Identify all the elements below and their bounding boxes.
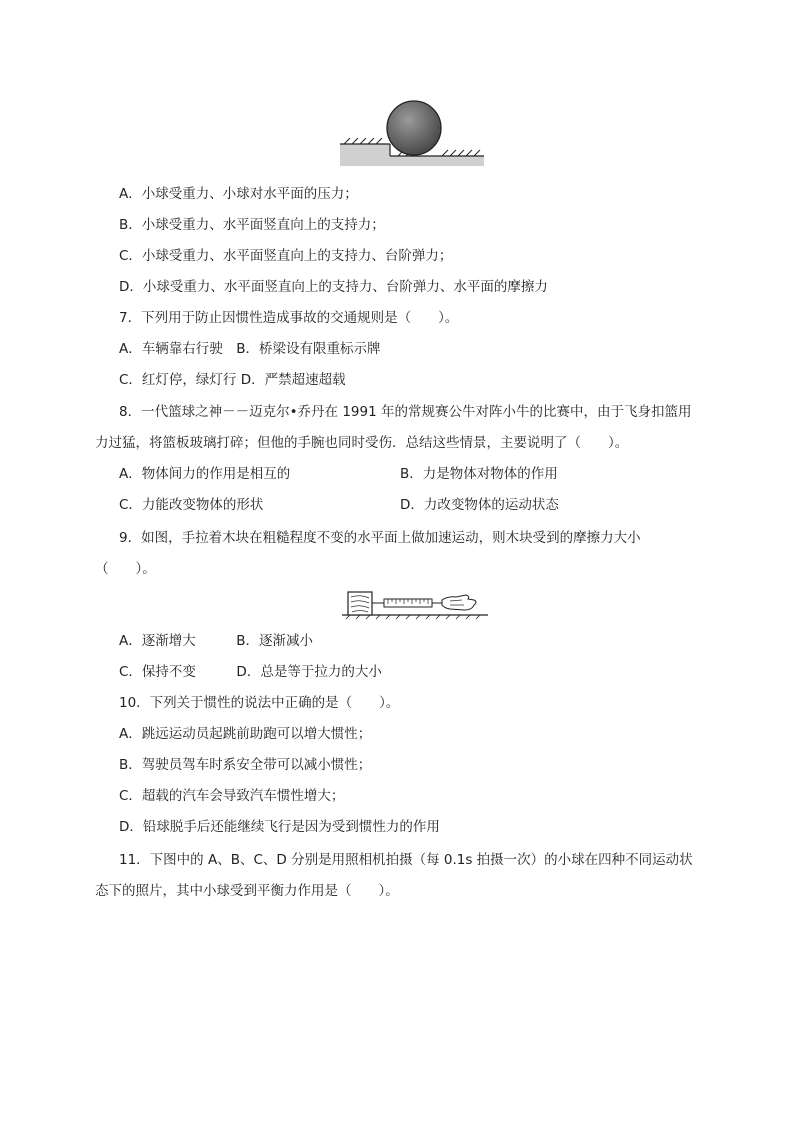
q7-options-row1: A．车辆靠右行驶 B．桥梁设有限重标示牌 (119, 341, 381, 357)
q10-option-c: C．超载的汽车会导致汽车惯性增大； (119, 788, 345, 804)
q8-stem-line2: 力过猛，将篮板玻璃打碎；但他的手腕也同时受伤．总结这些情景，主要说明了（ ）。 (95, 435, 629, 451)
ball-on-step-figure (338, 98, 486, 170)
q8-stem-line1: 8．一代篮球之神－－迈克尔•乔丹在 1991 年的常规赛公牛对阵小牛的比赛中，由于飞身扣篮用 (119, 404, 692, 420)
q6-option-b: B．小球受重力、水平面竖直向上的支持力； (119, 217, 385, 233)
q8-option-a: A．物体间力的作用是相互的 (119, 466, 291, 482)
q8-option-b: B．力是物体对物体的作用 (400, 466, 558, 482)
q9-stem-line1: 9．如图，手拉着木块在粗糙程度不变的水平面上做加速运动，则木块受到的摩擦力大小 (119, 530, 641, 546)
q7-stem: 7．下列用于防止因惯性造成事故的交通规则是（ ）。 (119, 310, 459, 326)
block-spring-scale-figure (340, 588, 490, 622)
q10-option-b: B．驾驶员驾车时系安全带可以减小惯性； (119, 757, 372, 773)
q6-option-d: D．小球受重力、水平面竖直向上的支持力、台阶弹力、水平面的摩擦力 (119, 279, 548, 295)
q6-option-a: A．小球受重力、小球对水平面的压力； (119, 186, 358, 202)
q8-option-d: D．力改变物体的运动状态 (400, 497, 559, 513)
q11-stem-line1: 11．下图中的 A、B、C、D 分别是用照相机拍摄（每 0.1s 拍摄一次）的小球在四种不同运动状 (119, 852, 693, 868)
q11-stem-line2: 态下的照片，其中小球受到平衡力作用是（ ）。 (95, 883, 399, 899)
q7-options-row2: C．红灯停，绿灯行 D．严禁超速超载 (119, 372, 346, 388)
q10-option-d: D．铅球脱手后还能继续飞行是因为受到惯性力的作用 (119, 819, 440, 835)
q10-option-a: A．跳远运动员起跳前助跑可以增大惯性； (119, 726, 372, 742)
q9-options-row2: C．保持不变 D．总是等于拉力的大小 (119, 664, 382, 680)
q9-stem-line2: （ ）。 (95, 561, 156, 577)
q10-stem: 10．下列关于惯性的说法中正确的是（ ）。 (119, 695, 400, 711)
q9-options-row1: A．逐渐增大 B．逐渐减小 (119, 633, 313, 649)
q8-option-c: C．力能改变物体的形状 (119, 497, 264, 513)
q6-option-c: C．小球受重力、水平面竖直向上的支持力、台阶弹力； (119, 248, 453, 264)
